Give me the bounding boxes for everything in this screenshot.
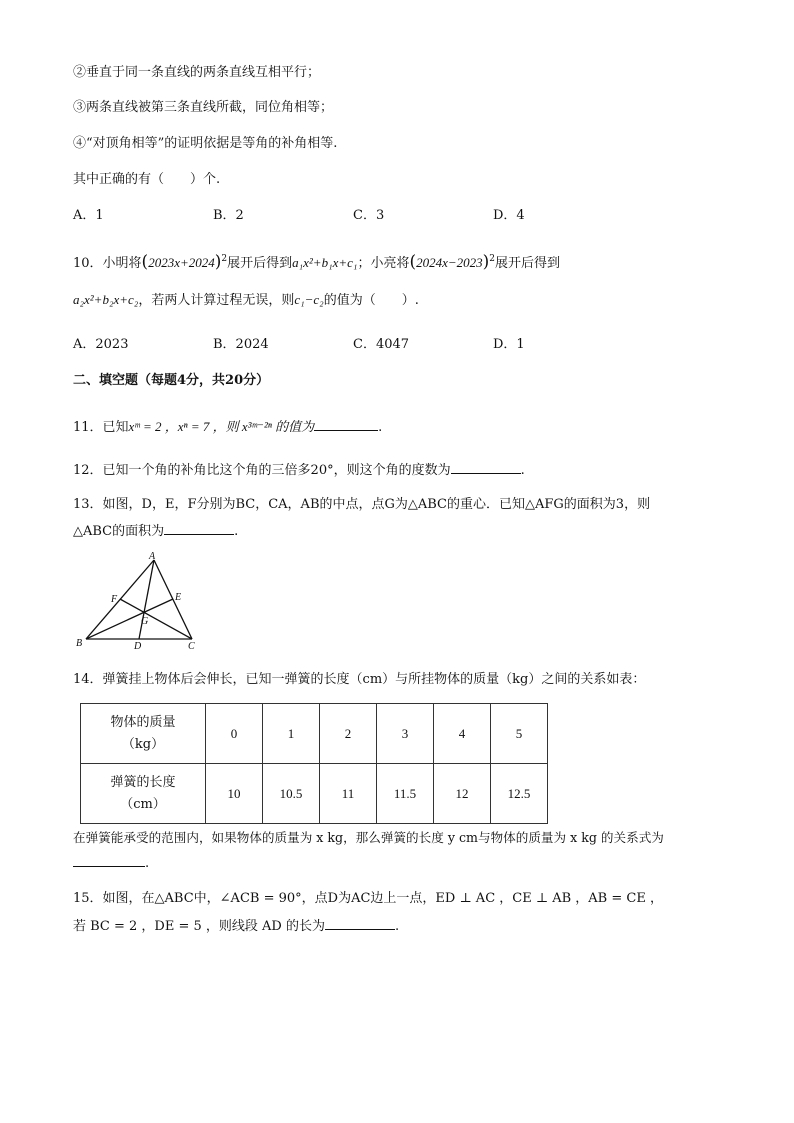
table-row [81,764,548,824]
q10-line2 [73,290,419,311]
statement-4: ④“对顶角相等”的证明依据是等角的补角相等. [73,136,338,151]
q10-poly1: a₁x²+b₁x+c₁ [292,255,358,270]
q13-answer-blank[interactable] [164,520,234,535]
q11-line [73,416,382,438]
q14-intro: 14．弹簧挂上物体后会伸长，已知一弹簧的长度（cm）与所挂物体的质量（kg）之间的关系如表： [73,672,646,687]
q9-question-line: 其中正确的有（ ）个. [73,172,221,187]
q15-line2 [73,915,399,937]
spring-data-table [80,703,548,824]
row1-header: 物体的质量 （kg） [81,704,206,764]
table-cell: 3 [377,704,434,764]
q13-line2-text: △ABC的面积为 [73,524,165,539]
q10-option-b[interactable]: B．2024 [213,337,269,352]
q15-line1: 15．如图，在△ABC中，∠ACB = 90°，点D为AC边上一点，ED ⊥ AC ，CE ⊥ AB ，AB = CE ， [73,891,663,906]
section-2-title: 二、填空题（每题4分，共20分） [73,373,270,388]
q10-option-a[interactable]: A．2023 [73,337,129,352]
q15-answer-blank[interactable] [325,915,395,930]
median-ad [139,560,154,639]
q10-line1: 10．小明将$(2023x+2024)^2$展开后得到a₁x²+b₁x+c₁；小亮将$(2024x-2023)^2$展开后得到 [73,252,561,272]
q10-diff: c₁−c₂ [294,292,324,307]
q12-line [73,459,525,481]
q14-answer-blank[interactable] [73,852,145,867]
table-cell: 12 [434,764,491,824]
table-cell: 5 [491,704,548,764]
statement-3: ③两条直线被第三条直线所截，同位角相等； [73,100,334,115]
label-f: F [111,594,118,605]
table-cell: 10.5 [263,764,320,824]
table-cell: 4 [434,704,491,764]
label-e: E [175,592,182,603]
q11-text: xᵐ = 2 ，xⁿ = 7 ，则 x³ᵐ⁻²ⁿ 的值为 [128,419,315,434]
q10-mid2: ；小亮将 [357,256,410,271]
label-d: D [134,641,142,652]
q11-suffix: . [378,420,383,435]
q10-expr2: 2024x−2023 [416,255,483,270]
q10-mid4: ，若两人计算过程无误，则 [138,293,295,308]
table-cell: 2 [320,704,377,764]
table-cell: 1 [263,704,320,764]
q15-line2-text: 若 BC = 2 ，DE = 5 ，则线段 AD 的长为 [73,919,325,934]
q10-suffix: 的值为（ ）. [323,293,419,308]
q10-option-c[interactable]: C．4047 [353,337,410,352]
q13-line2 [73,520,238,542]
table-row [81,704,548,764]
q12-suffix: . [520,463,525,478]
q10-expr1: 2023x+2024 [148,255,215,270]
row2-header: 弹簧的长度 （cm） [81,764,206,824]
q9-option-c[interactable]: C．3 [353,208,385,223]
q10-mid3: 展开后得到 [495,256,561,271]
q12-answer-blank[interactable] [451,459,521,474]
q10-mid1: 展开后得到 [227,256,293,271]
q14-answer-line [73,852,149,874]
q15-suffix: . [394,919,400,934]
q11-answer-blank[interactable] [314,416,378,431]
q10-poly2: a₂x²+b₂x+c₂ [73,292,139,307]
label-b: B [76,638,83,649]
triangle-figure [70,552,210,657]
q14-question: 在弹簧能承受的范围内，如果物体的质量为 x kg，那么弹簧的长度 y cm与物体的质量为 x kg 的关系式为 [73,830,664,845]
table-cell: 11 [320,764,377,824]
q9-option-d[interactable]: D．4 [493,208,525,223]
q10-option-d[interactable]: D．1 [493,337,525,352]
q12-text: 12．已知一个角的补角比这个角的三倍多20°，则这个角的度数为 [73,463,451,478]
q10-prefix: 10．小明将 [73,256,142,271]
label-c: C [188,641,195,652]
label-a: A [149,552,156,562]
q9-option-a[interactable]: A．1 [73,208,104,223]
table-cell: 10 [206,764,263,824]
q13-suffix: . [234,524,239,539]
q10-options [73,335,633,355]
q13-line1: 13．如图，D，E，F分别为BC，CA，AB的中点，点G为△ABC的重心．已知△AFG的面积为3，则 [73,497,651,512]
q14-suffix: . [145,856,150,871]
q9-option-b[interactable]: B．2 [213,208,244,223]
q9-options [73,206,633,226]
q11-prefix: 11．已知 [73,420,129,435]
table-cell: 11.5 [377,764,434,824]
table-cell: 0 [206,704,263,764]
statement-2: ②垂直于同一条直线的两条直线互相平行； [73,65,321,80]
label-g: G [141,616,149,627]
table-cell: 12.5 [491,764,548,824]
